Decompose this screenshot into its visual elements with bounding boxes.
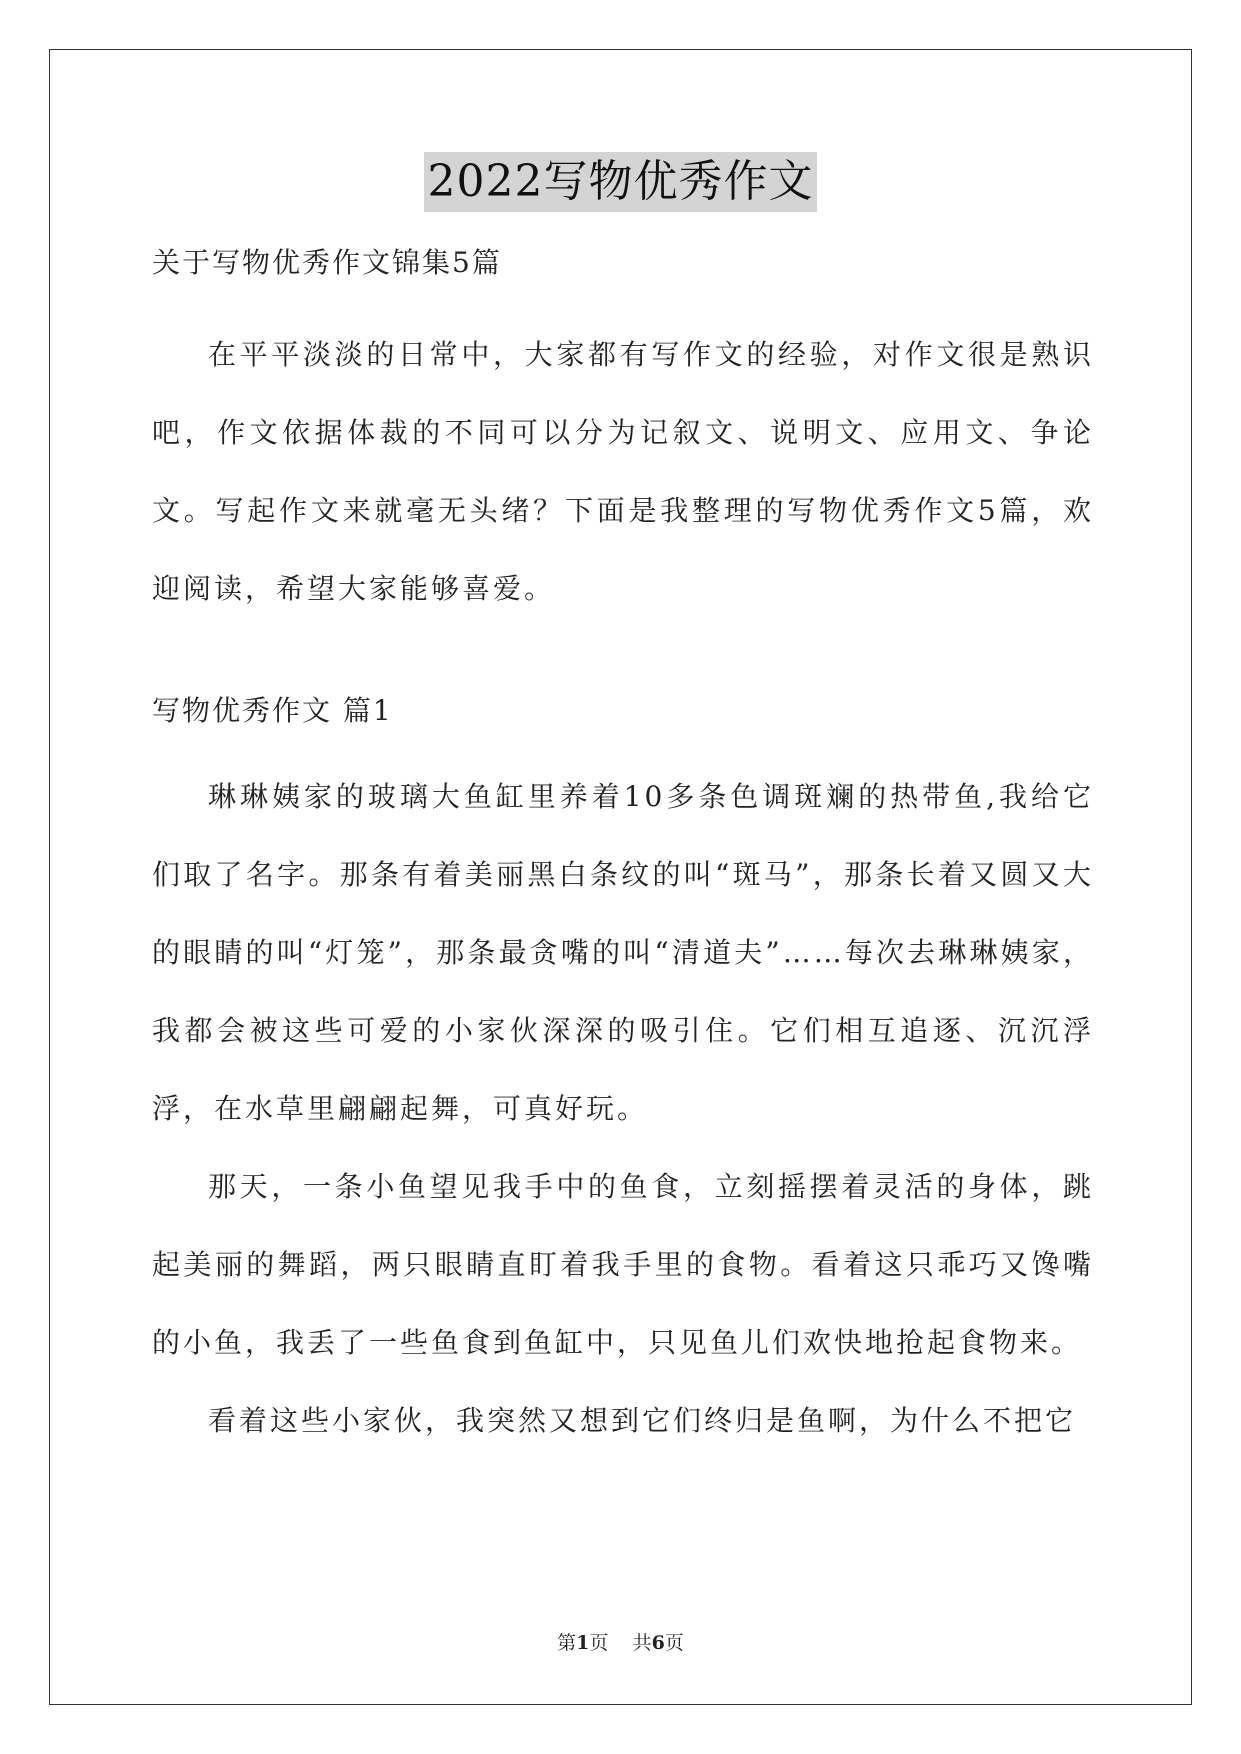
total-pages: 6 (651, 1632, 665, 1654)
section-spacer (152, 628, 1094, 690)
body-paragraph-1: 琳琳姨家的玻璃大鱼缸里养着10多条色调斑斓的热带鱼,我给它们取了名字。那条有着美丽黑白条纹的叫“斑马”，那条长着又圆又大的眼睛的叫“灯笼”，那条最贪嘴的叫“清道夫”……每次去琳琳姨家，我都会被这些可爱的小家伙深深的吸引住。它们相互追逐、沉沉浮浮，在水草里翩翩起舞，可真好玩。 (152, 780, 1094, 1125)
section-heading: 写物优秀作文 篇1 (152, 694, 393, 727)
page-suffix: 页 (589, 1632, 609, 1654)
page-prefix: 第 (557, 1632, 577, 1654)
document-subtitle: 关于写物优秀作文锦集5篇 (152, 246, 502, 279)
total-prefix: 共 (632, 1632, 652, 1654)
body-paragraph-3: 看着这些小家伙，我突然又想到它们终归是鱼啊，为什么不把它 (208, 1404, 1077, 1437)
page-footer (0, 1628, 1241, 1655)
title-wrap (0, 152, 1241, 212)
intro-paragraph: 在平平淡淡的日常中，大家都有写作文的经验，对作文很是熟识吧，作文依据体裁的不同可以分为记叙文、说明文、应用文、争论文。写起作文来就毫无头绪？下面是我整理的写物优秀作文5篇，欢迎阅读，希望大家能够喜爱。 (152, 338, 1094, 605)
body-paragraph-2: 那天，一条小鱼望见我手中的鱼食，立刻摇摆着灵活的身体，跳起美丽的舞蹈，两只眼睛直盯着我手里的食物。看着这只乖巧又馋嘴的小鱼，我丢了一些鱼食到鱼缸中，只见鱼儿们欢快地抢起食物来。 (152, 1170, 1094, 1359)
page-number: 1 (576, 1632, 590, 1654)
document-title: 2022写物优秀作文 (424, 152, 818, 212)
total-suffix: 页 (664, 1632, 684, 1654)
document-body (152, 230, 1094, 1460)
